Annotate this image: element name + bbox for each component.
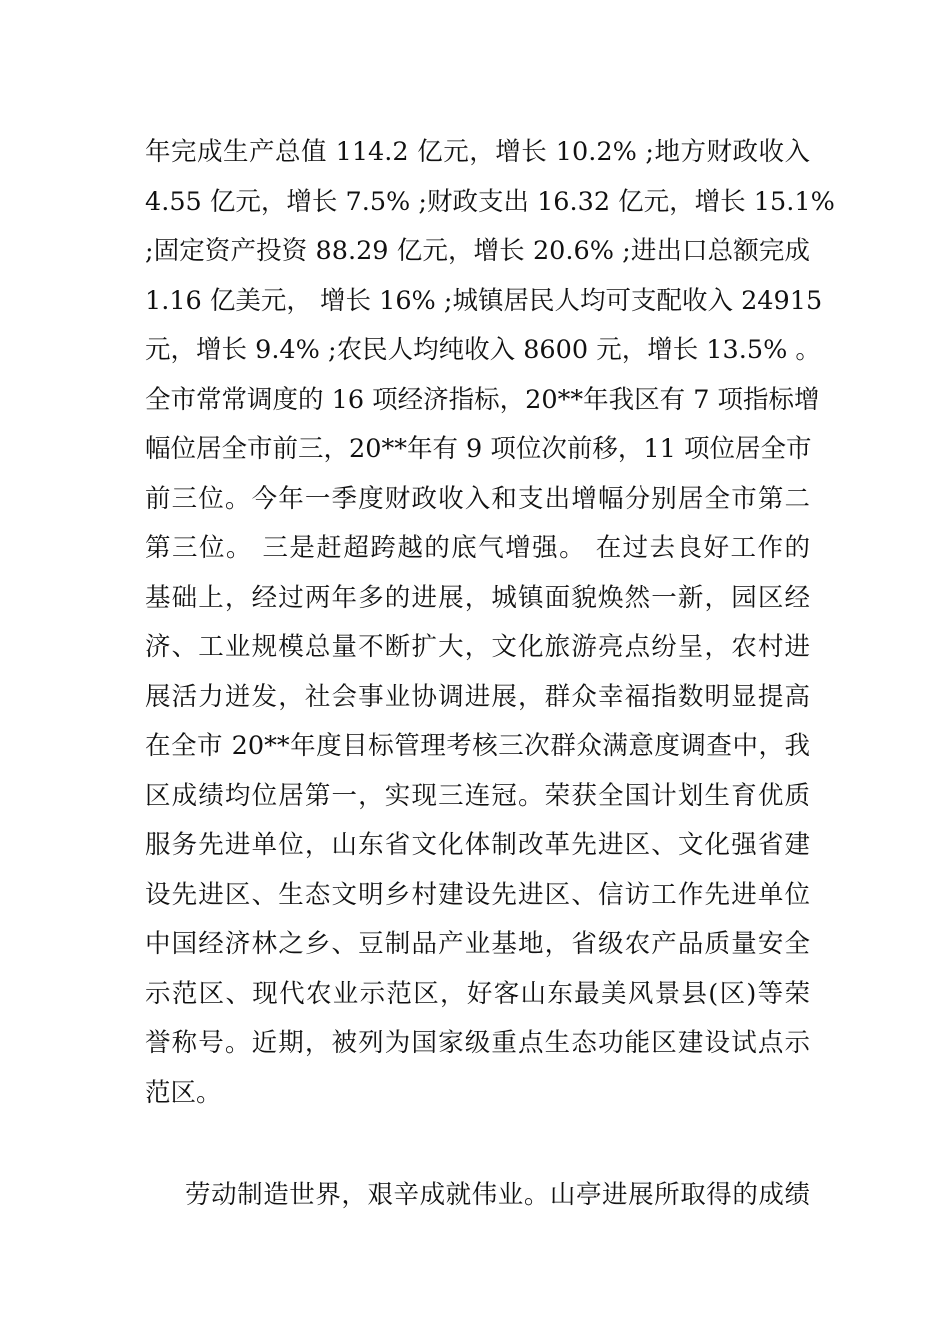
paragraph-2 bbox=[145, 1171, 810, 1221]
text-line: 誉称号。近期，被列为国家级重点生态功能区建设试点示 bbox=[145, 1028, 810, 1058]
text-line: 设先进区、生态文明乡村建设先进区、信访工作先进单位 bbox=[145, 879, 810, 910]
text-line: 范区。 bbox=[145, 1077, 222, 1108]
text-line: 中国经济林之乡、豆制品产业基地，省级农产品质量安全 bbox=[145, 929, 810, 959]
text-line: 区成绩均位居第一，实现三连冠。荣获全国计划生育优质 bbox=[145, 780, 810, 811]
text-line: 年完成生产总值 114.2 亿元，增长 10.2% ;地方财政收入 bbox=[145, 137, 810, 167]
text-line: 元，增长 9.4% ;农民人均纯收入 8600 元，增长 13.5% 。 bbox=[145, 335, 821, 365]
text-line: 示范区、现代农业示范区，好客山东最美风景县(区)等荣 bbox=[145, 978, 810, 1009]
text-line: 基础上，经过两年多的进展，城镇面貌焕然一新，园区经 bbox=[145, 582, 810, 613]
text-line: 全市常常调度的 16 项经济指标，20**年我区有 7 项指标增 bbox=[145, 384, 820, 415]
text-line: 展活力迸发，社会事业协调进展，群众幸福指数明显提高 bbox=[145, 681, 810, 712]
text-line: 第三位。 三是赶超跨越的底气增强。 在过去良好工作的 bbox=[145, 533, 810, 563]
text-line: 济、工业规模总量不断扩大，文化旅游亮点纷呈，农村进 bbox=[145, 632, 810, 662]
text-line: 劳动制造世界，艰辛成就伟业。山亭进展所取得的成绩 bbox=[185, 1180, 810, 1210]
text-line: 前三位。今年一季度财政收入和支出增幅分别居全市第二 bbox=[145, 483, 810, 514]
text-line: 服务先进单位，山东省文化体制改革先进区、文化强省建 bbox=[145, 830, 810, 860]
text-line: 4.55 亿元，增长 7.5% ;财政支出 16.32 亿元，增长 15.1% bbox=[145, 186, 835, 217]
text-line: 在全市 20**年度目标管理考核三次群众满意度调查中，我 bbox=[145, 731, 810, 761]
text-line: 1.16 亿美元， 增长 16% ;城镇居民人均可支配收入 24915 bbox=[145, 285, 823, 316]
text-line: 幅位居全市前三，20**年有 9 项位次前移，11 项位居全市 bbox=[145, 434, 812, 464]
text-line: ;固定资产投资 88.29 亿元，增长 20.6% ;进出口总额完成 bbox=[145, 236, 810, 266]
paragraph-1 bbox=[145, 128, 835, 1118]
